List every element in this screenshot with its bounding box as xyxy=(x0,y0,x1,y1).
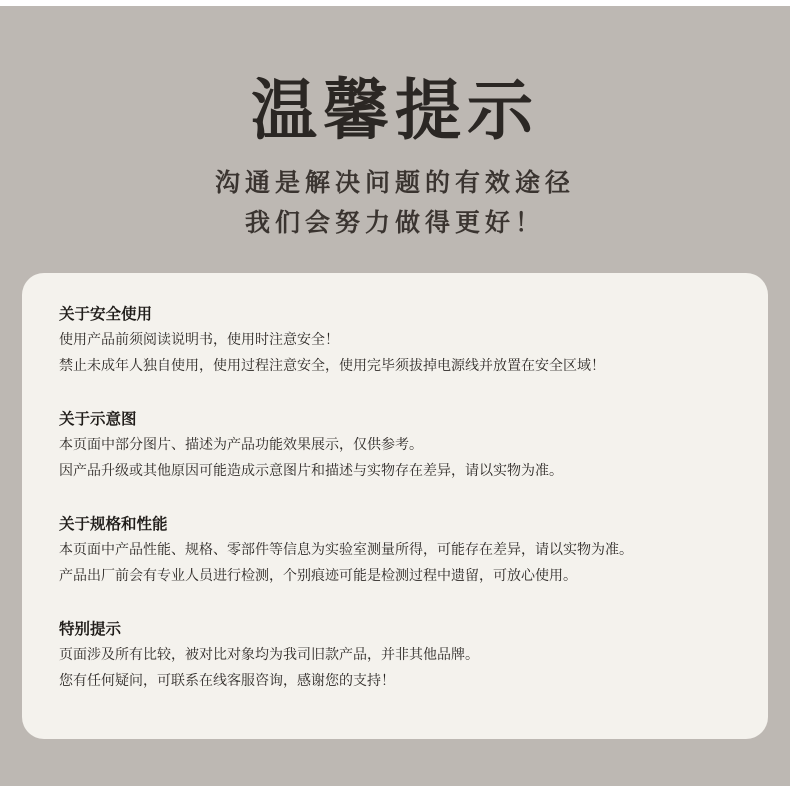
section-safety xyxy=(59,301,759,379)
section-line: 因产品升级或其他原因可能造成示意图片和描述与实物存在差异，请以实物为准。 xyxy=(59,463,563,479)
section-illustration xyxy=(59,406,759,484)
section-heading: 关于示意图 xyxy=(59,410,137,428)
section-heading: 关于安全使用 xyxy=(59,305,153,323)
subtitle-line-2: 我们会努力做得更好！ xyxy=(244,208,545,237)
notice-card xyxy=(22,273,768,739)
section-heading: 特别提示 xyxy=(59,620,122,638)
section-line: 您有任何疑问，可联系在线客服咨询，感谢您的支持！ xyxy=(59,673,395,689)
page-title: 温馨提示 xyxy=(251,72,539,149)
section-line: 禁止未成年人独自使用，使用过程注意安全，使用完毕须拔掉电源线并放置在安全区域！ xyxy=(59,358,605,374)
section-line: 本页面中产品性能、规格、零部件等信息为实验室测量所得，可能存在差异，请以实物为准。 xyxy=(59,542,633,558)
subtitle-line-1: 沟通是解决问题的有效途径 xyxy=(214,168,575,197)
section-line: 本页面中部分图片、描述为产品功能效果展示，仅供参考。 xyxy=(59,437,423,453)
section-special-notice xyxy=(59,616,759,694)
section-line: 使用产品前须阅读说明书，使用时注意安全！ xyxy=(59,332,339,348)
section-line: 产品出厂前会有专业人员进行检测，个别痕迹可能是检测过程中遗留，可放心使用。 xyxy=(59,568,577,584)
top-border-strip xyxy=(0,0,790,6)
section-line: 页面涉及所有比较，被对比对象均为我司旧款产品，并非其他品牌。 xyxy=(59,647,479,663)
section-heading: 关于规格和性能 xyxy=(59,515,168,533)
section-specs xyxy=(59,511,759,589)
